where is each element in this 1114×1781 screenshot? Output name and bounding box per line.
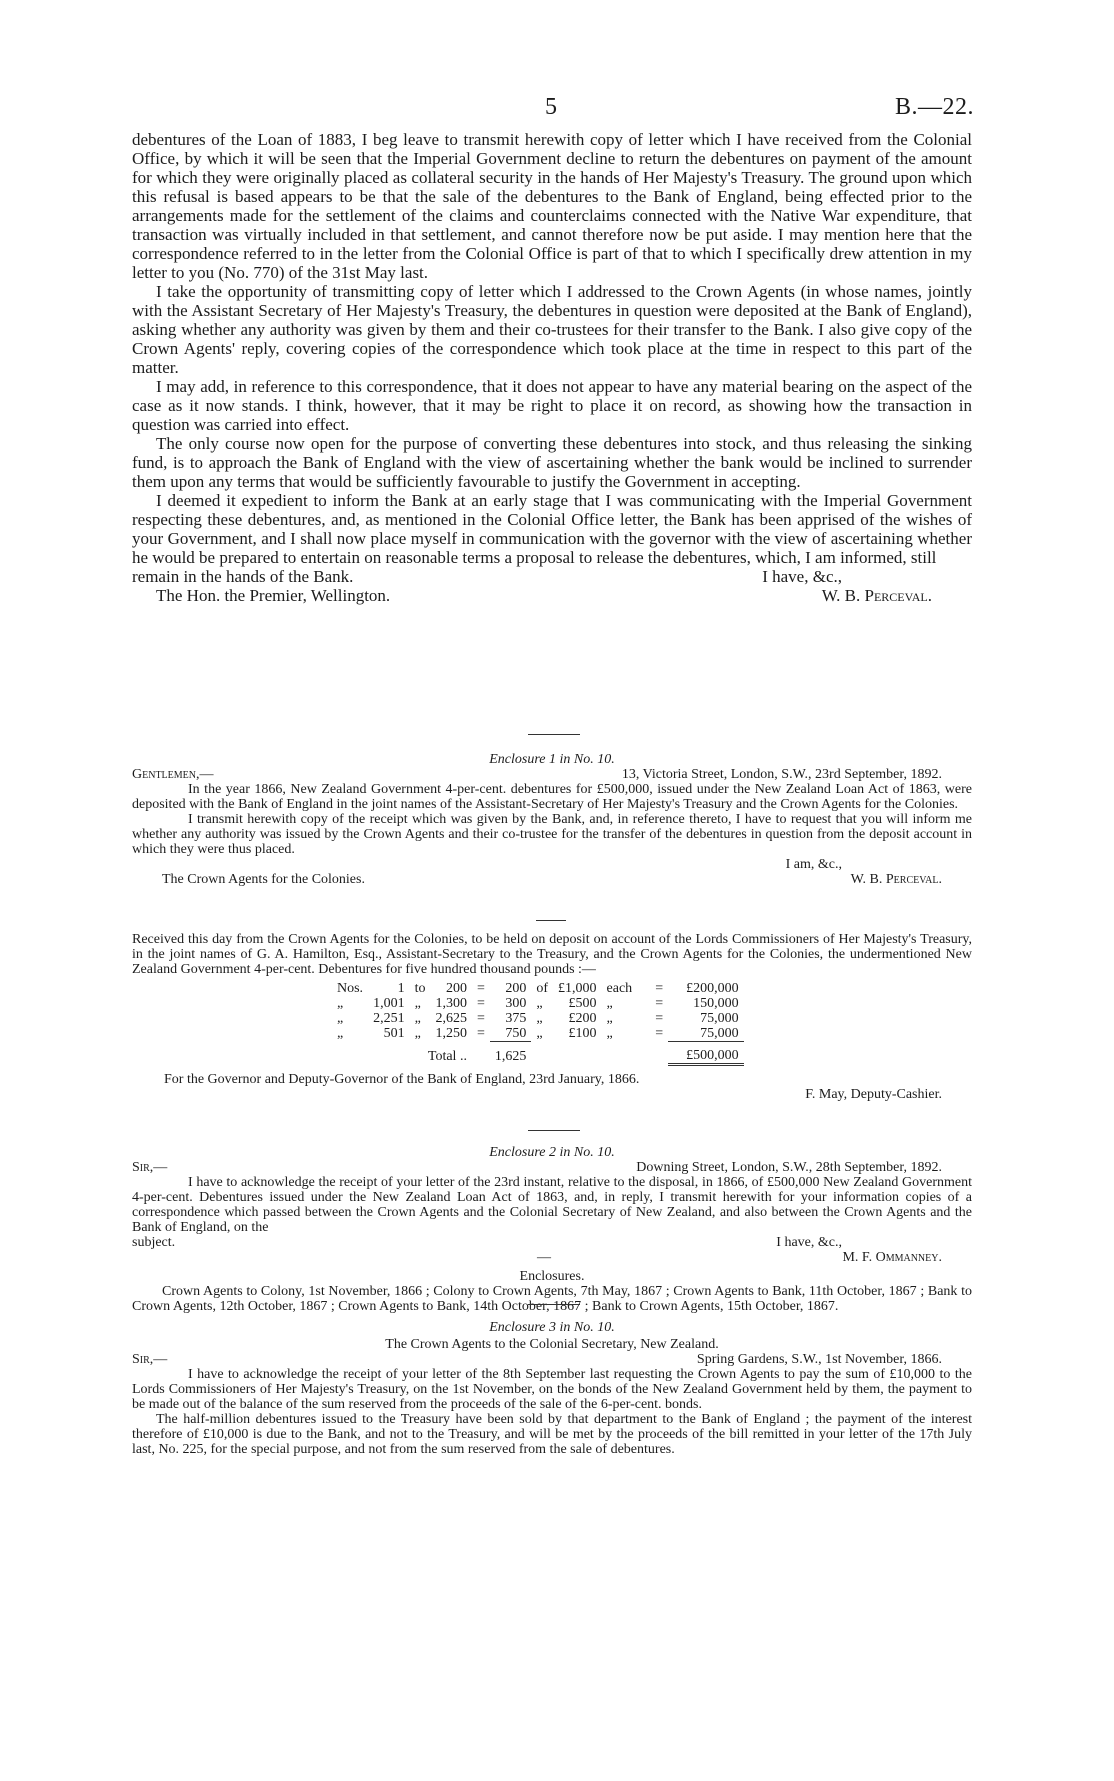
row-denomination: £500 [568,996,597,1011]
row-each: „ [606,1026,613,1042]
receipt-for-line: For the Governor and Deputy-Governor of the Bank of England, 23rd January, 1866. [164,1072,640,1087]
enclosure-1-closing: I am, &c., [785,857,842,872]
row-equals: = [476,981,485,996]
enclosure-1-paragraph-2: I transmit herewith copy of the receipt which was given by the Bank, and, in reference thereto, I have to request that you will inform me whether any authority was issued by the Crown Agents and their co-trustee for the transfer of the debentures in question from the deposit account in which they were thus placed. [132,812,972,857]
row-equals: = [476,1026,485,1042]
row-from: 2,251 [373,1011,405,1026]
enclosure-3-title: Enclosure 3 in No. 10. [489,1320,615,1335]
enclosure-2 [132,1145,972,1314]
table-row [332,996,744,1011]
total-label: Total .. [427,1048,467,1064]
row-of: „ [536,1026,543,1042]
divider [528,734,580,735]
row-to-word: to [414,981,426,996]
row-of: „ [536,996,543,1011]
row-equals-2: = [655,981,664,996]
row-from: 501 [383,1026,405,1042]
table-row [332,1026,744,1042]
enclosure-3 [132,1320,972,1457]
row-amount: 75,000 [700,1011,739,1026]
row-prefix: Nos. [337,981,364,996]
enclosure-1-address-date: 13, Victoria Street, London, S.W., 23rd September, 1892. [621,767,942,782]
total-count: 1,625 [490,1042,532,1065]
main-paragraph-5: I deemed it expedient to inform the Bank at an early stage that I was communicating with the Imperial Government respecting these debentures, and, as mentioned in the Colonial Office letter, the Bank has been apprised of the wishes of your Government, and I shall now place myself in communication with the governor with the view of ascertaining whether he would be prepared to entertain on reasonable terms a proposal to release the debentures, which, I am informed, still [132,491,972,567]
main-paragraph-4: The only course now open for the purpose of converting these debentures into stock, and thus releasing the sinking fund, is to approach the Bank of England with the view of ascertaining whether the bank would be inclined to surrender them upon any terms that would be sufficiently favourable to justify the Government in accepting. [132,434,972,491]
row-to: 2,625 [435,1011,467,1026]
row-equals: = [476,996,485,1011]
row-amount: £200,000 [686,981,739,996]
total-amount: £500,000 [668,1042,744,1065]
row-equals-2: = [655,1011,664,1026]
row-to: 1,250 [435,1026,467,1042]
enclosure-1-heading-row [132,767,972,782]
main-last-line: remain in the hands of the Bank. [132,567,354,586]
main-closing: I have, &c., [762,567,842,586]
enclosure-3-heading-row [132,1352,972,1367]
row-count: 375 [505,1011,527,1026]
enclosure-3-paragraph-2: The half-million debentures issued to the Treasury have been sold by that department to the Bank of England ; the payment of the interest therefore of £10,000 is due to the Bank, and not to the Treasury, and will be met by the proceeds of the bill remitted in your letter of the 17th July last, No. 225, for the special purpose, and not from the sum reserved from the sale of debentures. [132,1412,972,1457]
row-of: „ [536,1011,543,1026]
enclosures-list: Crown Agents to Colony, 1st November, 1866 ; Colony to Crown Agents, 7th May, 1867 ; Crown Agents to Bank, 11th October, 1867 ; Bank to Crown Agents, 12th October, 1867 ; Crown Agents to Bank, 14th October, 1867 ; Bank to Crown Agents, 15th October, 1867. [132,1284,972,1314]
enclosure-1-signature-row [132,872,972,887]
row-each: „ [606,1011,613,1026]
row-each: „ [606,996,613,1011]
enclosure-2-heading-row [132,1160,972,1175]
row-amount: 75,000 [700,1026,739,1041]
enclosure-1-title: Enclosure 1 in No. 10. [489,752,615,767]
enclosure-1 [132,752,972,887]
row-denomination: £1,000 [558,981,597,996]
main-paragraph-3: I may add, in reference to this correspondence, that it does not appear to have any material bearing on the aspect of the case as it now stands. I think, however, that it may be right to place it on record, as showing how the transaction in question was carried into effect. [132,377,972,434]
row-count: 750 [505,1026,527,1041]
row-equals-2: = [655,996,664,1011]
enclosure-2-closing-row [132,1235,972,1250]
enclosure-2-signature: M. F. Ommanney. [842,1250,942,1265]
row-count: 300 [505,996,527,1011]
row-count: 200 [505,981,527,996]
enclosure-2-last-word: subject. [132,1235,176,1250]
row-prefix: „ [337,996,344,1011]
main-addressee: The Hon. the Premier, Wellington. [156,586,391,605]
enclosure-2-title: Enclosure 2 in No. 10. [489,1145,615,1160]
row-to: 200 [445,981,467,996]
main-letter [132,130,972,605]
enclosures-heading: Enclosures. [519,1269,585,1284]
row-to: 1,300 [435,996,467,1011]
enclosure-2-address-date: Downing Street, London, S.W., 28th September, 1892. [636,1160,942,1175]
enclosure-2-closing: I have, &c., [776,1235,842,1250]
row-prefix: „ [337,1011,344,1026]
enclosure-3-subtitle: The Crown Agents to the Colonial Secretary, New Zealand. [385,1337,719,1352]
enclosure-1-addressee: The Crown Agents for the Colonies. [162,872,365,887]
enclosure-2-dash: — [537,1250,551,1265]
enclosure-1-salutation: Gentlemen,— [132,767,214,782]
row-to-word: „ [414,1026,421,1042]
row-of: of [536,981,549,996]
main-signature-row [132,586,972,605]
row-amount: 150,000 [693,996,739,1011]
table-row [332,981,744,996]
row-to-word: „ [414,996,421,1011]
enclosure-1-signature: W. B. Perceval. [850,872,942,887]
enclosure-1-paragraph-1: In the year 1866, New Zealand Government 4-per-cent. debentures for £500,000, issued under the New Zealand Loan Act of 1863, were deposited with the Bank of England in the joint names of the Assistant-Secretary of Her Majesty's Treasury and the Crown Agents for the Colonies. [132,782,972,812]
row-from: 1 [397,981,405,996]
main-signature: W. B. Perceval. [821,586,932,605]
enclosure-3-salutation: Sir,— [132,1352,168,1367]
page-header [0,94,1114,128]
main-closing-row [132,567,972,586]
short-divider [536,920,566,921]
enclosure-2-signature-row [132,1250,972,1265]
enclosure-3-address-date: Spring Gardens, S.W., 1st November, 1866. [696,1352,942,1367]
bank-receipt [132,932,972,1102]
receipt-signature: F. May, Deputy-Cashier. [805,1087,942,1102]
total-row [332,1042,744,1065]
row-equals: = [476,1011,485,1026]
page-number: 5 [545,94,557,120]
row-each: each [606,981,633,996]
enclosure-2-salutation: Sir,— [132,1160,168,1175]
row-equals-2: = [655,1026,664,1042]
divider [528,1304,580,1305]
receipt-text: Received this day from the Crown Agents for the Colonies, to be held on deposit on account of the Lords Commissioners of Her Majesty's Treasury, in the joint names of G. A. Hamilton, Esq., Assistant-Secretary to the Treasury, and the Crown Agents for the Colonies, the undermentioned New Zealand Government 4-per-cent. Debentures for five hundred thousand pounds :— [132,932,972,977]
document-reference: B.—22. [894,94,974,120]
row-from: 1,001 [373,996,405,1011]
debenture-table [332,981,744,1066]
row-denomination: £100 [568,1026,597,1042]
table-row [332,1011,744,1026]
row-denomination: £200 [568,1011,597,1026]
enclosure-3-paragraph-1: I have to acknowledge the receipt of your letter of the 8th September last requesting the Crown Agents to pay the sum of £10,000 to the Lords Commissioners of Her Majesty's Treasury, on the 1st November, on the bonds of the New Zealand Government held by them, the payment to be made out of the balance of the sum reserved from the proceeds of the sale of the 6-per-cent. bonds. [132,1367,972,1412]
row-prefix: „ [337,1026,344,1042]
divider [528,1130,580,1131]
main-paragraph-1: debentures of the Loan of 1883, I beg leave to transmit herewith copy of letter which I have received from the Colonial Office, by which it will be seen that the Imperial Government decline to return the debentures on payment of the amount for which they were originally placed as collateral security in the hands of Her Majesty's Treasury. The ground upon which this refusal is based appears to be that the sale of the debentures to the Bank of England, being effected prior to the arrangements made for the settlement of the claims and counterclaims connected with the Native War expenditure, that transaction was virtually included in that settlement, and cannot therefore now be put aside. I may mention here that the correspondence referred to in the letter from the Colonial Office is part of that to which I specifically drew attention in my letter to you (No. 770) of the 31st May last. [132,130,972,282]
main-paragraph-2: I take the opportunity of transmitting copy of letter which I addressed to the Crown Agents (in whose names, jointly with the Assistant Secretary of Her Majesty's Treasury, the debentures in question were deposited at the Bank of England), asking whether any authority was given by them and their co-trustees for their transfer to the Bank. I also give copy of the Crown Agents' reply, covering copies of the correspondence which took place at the time in respect to this part of the matter. [132,282,972,377]
enclosure-2-paragraph: I have to acknowledge the receipt of your letter of the 23rd instant, relative to the disposal, in 1866, of £500,000 New Zealand Government 4-per-cent. Debentures issued under the New Zealand Loan Act of 1863, and, in reply, I transmit herewith for your information copies of a correspondence which passed between the Crown Agents and the Colonial Secretary of New Zealand, and also between the Crown Agents and the Bank of England, on the [132,1175,972,1235]
row-to-word: „ [414,1011,421,1026]
